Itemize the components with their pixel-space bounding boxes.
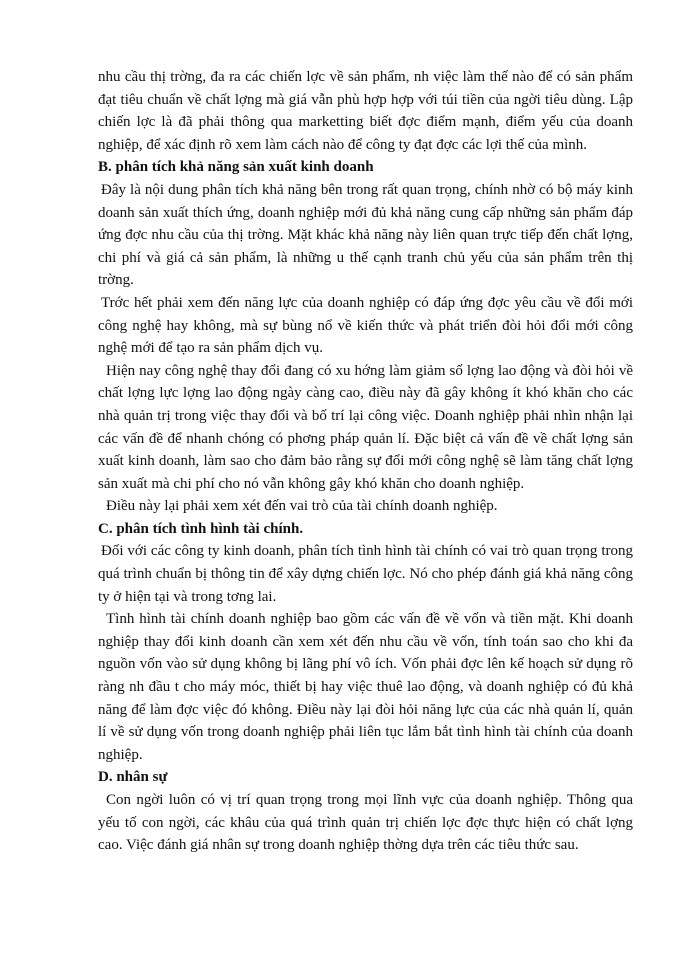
document-page [98, 66, 633, 857]
section-b-paragraph-4: Điều này lại phải xem xét đến vai trò của tài chính doanh nghiệp. [106, 498, 498, 515]
section-d-heading: D. nhân sự [98, 769, 168, 786]
section-b-paragraph-1: Đây là nội dung phân tích khả năng bên trong rất quan trọng, chính nhờ có bộ máy kinh doanh sản xuất thích ứng, doanh nghiệp mới đủ khả năng cung cấp những sản phẩm đáp ứng đợc nhu cầu của thị trờng. Mặt khác khả năng này liên quan trực tiếp đến chất lợng, chi phí và giá cả sản phẩm, là những u thế cạnh tranh chủ yếu của sản phẩm trên thị trờng. [98, 181, 633, 289]
section-c-paragraph-2: Tình hình tài chính doanh nghiệp bao gồm các vấn đề về vốn và tiền mặt. Khi doanh nghiệp thay đổi kinh doanh cần xem xét đến nhu cầu về vốn, tính toán sao cho khi đa nguồn vốn vào sử dụng không bị lãng phí vô ích. Vốn phải đợc lên kế hoạch sử dụng rõ ràng nh đầu t cho máy móc, thiết bị hay việc thuê lao động, và doanh nghiệp có đủ khả năng để làm đợc việc đó không. Điều này lại đòi hỏi năng lực của các nhà quản lí, quản lí về sử dụng vốn trong doanh nghiệp phải liên tục lắm bắt tình hình tài chính của doanh nghiệp. [98, 611, 633, 763]
section-b-paragraph-2: Trớc hết phải xem đến năng lực của doanh nghiệp có đáp ứng đợc yêu cầu về đổi mới công nghệ hay không, mà sự bùng nổ về kiến thức và phát triển đòi hỏi đổi mới công nghệ mới để tạo ra sản phẩm dịch vụ. [98, 294, 633, 357]
section-c-heading: C. phân tích tình hình tài chính. [98, 520, 304, 537]
section-b-heading: B. phân tích khả năng sản xuất kinh doanh [98, 159, 374, 176]
section-c-paragraph-1: Đối với các công ty kinh doanh, phân tích tình hình tài chính có vai trò quan trọng trong quá trình chuẩn bị thông tin để xây dựng chiến lợc. Nó cho phép đánh giá khả năng công ty ở hiện tại và trong tơng lai. [98, 543, 633, 605]
intro-paragraph: nhu cầu thị trờng, đa ra các chiến lợc về sản phẩm, nh việc làm thế nào để có sản phẩm đạt tiêu chuẩn về chất lợng mà giá vẫn phù hợp hợp với túi tiền của ngời tiêu dùng. Lập chiến lợc là đã phải thông qua marketting biết đợc điểm mạnh, điểm yếu của doanh nghiệp, để xác định rõ xem làm cách nào để công ty đạt đợc các lợi thế của mình. [98, 69, 633, 153]
section-b-paragraph-3: Hiện nay công nghệ thay đổi đang có xu hớng làm giảm số lợng lao động và đòi hỏi về chất lợng lực lợng lao động ngày càng cao, điều này đã gây không ít khó khăn cho các nhà quản trị trong việc thay đổi và bố trí lại công việc. Doanh nghiệp phải nhìn nhận lại các vấn đề để nhanh chóng có phơng pháp quản lí. Đặc biệt cả vấn đề về chất lợng sản xuất kinh doanh, làm sao cho đảm bảo rằng sự đổi mới công nghệ sẽ làm tăng chất lợng sản xuất mà chi phí cho nó vẫn không gây khó khăn cho doanh nghiệp. [98, 362, 633, 492]
section-d-paragraph-1: Con ngời luôn có vị trí quan trọng trong mọi lĩnh vực của doanh nghiệp. Thông qua yếu tố con ngời, các khâu của quá trình quản trị chiến lợc đợc thực hiện có chất lợng cao. Việc đánh giá nhân sự trong doanh nghiệp thờng dựa trên các tiêu thức sau. [98, 792, 633, 854]
